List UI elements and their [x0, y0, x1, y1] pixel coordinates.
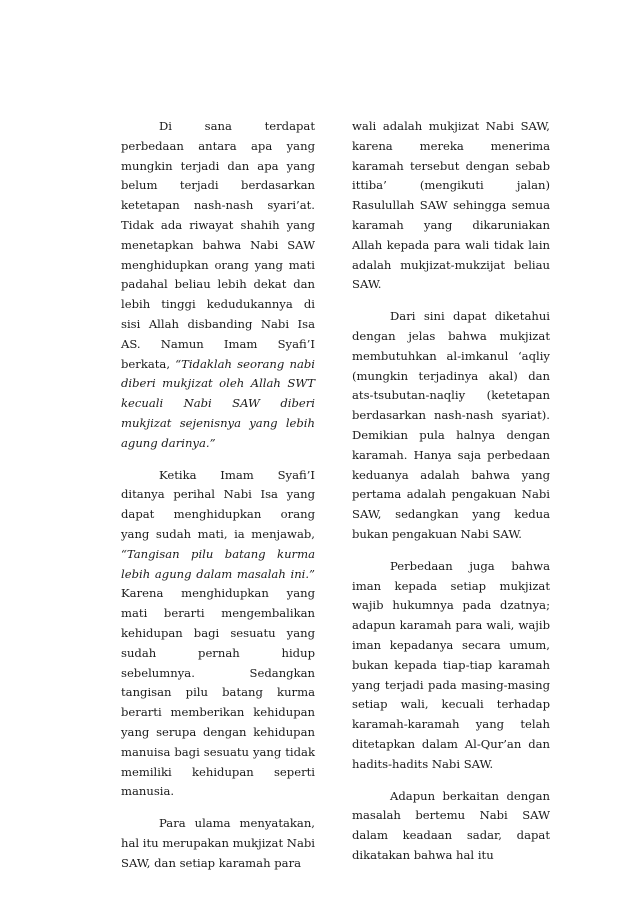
- text-run: Adapun berkaitan dengan masalah bertemu Nabi SAW dalam keadaan sadar, dapat dikatakan bahwa hal itu: [352, 788, 550, 862]
- paragraph: [121, 466, 315, 803]
- text-run: Karena menghidupkan yang mati berarti mengembalikan kehidupan bagi sesuatu yang sudah pernah hidup sebelumnya. Sedangkan tangisan pilu batang kurma berarti memberikan kehidupan yang serupa dengan kehidupan manuisa bagi sesuatu yang tidak memiliki kehidupan seperti manusia.: [121, 586, 315, 799]
- text-run: wali adalah mukjizat Nabi SAW, karena mereka menerima karamah tersebut dengan sebab ittiba’ (mengikuti jalan) Rasulullah SAW sehingga semua karamah yang dikaruniakan Allah kepada para wali tidak lain adalah mukjizat-mukzijat beliau SAW.: [352, 119, 550, 292]
- paragraph: [352, 557, 550, 775]
- paragraph: [121, 814, 315, 873]
- paragraph: [352, 787, 550, 866]
- text-run: Ketika Imam Syafi’I ditanya perihal Nabi Isa yang dapat menghidupkan orang yang sudah mati, ia menjawab,: [121, 467, 315, 541]
- right-column: [352, 117, 550, 878]
- paragraph: [121, 117, 315, 454]
- text-run: Para ulama menyatakan, hal itu merupakan mukjizat Nabi SAW, dan setiap karamah para: [121, 816, 315, 870]
- text-run: Perbedaan juga bahwa iman kepada setiap mukjizat wajib hukumnya pada dzatnya; adapun karamah para wali, wajib iman kepadanya secara umum, bukan kepada tiap-tiap karamah yang terjadi pada masing-masing setiap wali, kecuali terhadap karamah-karamah yang telah ditetapkan dalam Al-Qur’an dan hadits-hadits Nabi SAW.: [352, 558, 550, 771]
- italic-quote: “Tidaklah seorang nabi diberi mukjizat oleh Allah SWT kecuali Nabi SAW diberi mukjizat sejenisnya yang lebih agung darinya.”: [121, 356, 315, 450]
- text-run: Dari sini dapat diketahui dengan jelas bahwa mukjizat membutuhkan al-imkanul ‘aqliy (mungkin terjadinya akal) dan ats-tsubutan-naqliy (ketetapan berdasarkan nash-nash syariat). Demikian pula halnya dengan karamah. Hanya saja perbedaan keduanya adalah bahwa yang pertama adalah pengakuan Nabi SAW, sedangkan yang kedua bukan pengakuan Nabi SAW.: [352, 309, 550, 541]
- text-run: Di sana terdapat perbedaan antara apa yang mungkin terjadi dan apa yang belum terjadi berdasarkan ketetapan nash-nash syari’at. Tidak ada riwayat shahih yang menetapkan bahwa Nabi SAW menghidupkan orang yang mati padahal beliau lebih dekat dan lebih tinggi kedudukannya di sisi Allah disbanding Nabi Isa AS. Namun Imam Syafi’I berkata,: [121, 119, 315, 371]
- left-column: [121, 117, 315, 885]
- paragraph: [352, 117, 550, 295]
- italic-quote: “Tangisan pilu batang kurma lebih agung dalam masalah ini.”: [121, 546, 315, 581]
- paragraph: [352, 307, 550, 545]
